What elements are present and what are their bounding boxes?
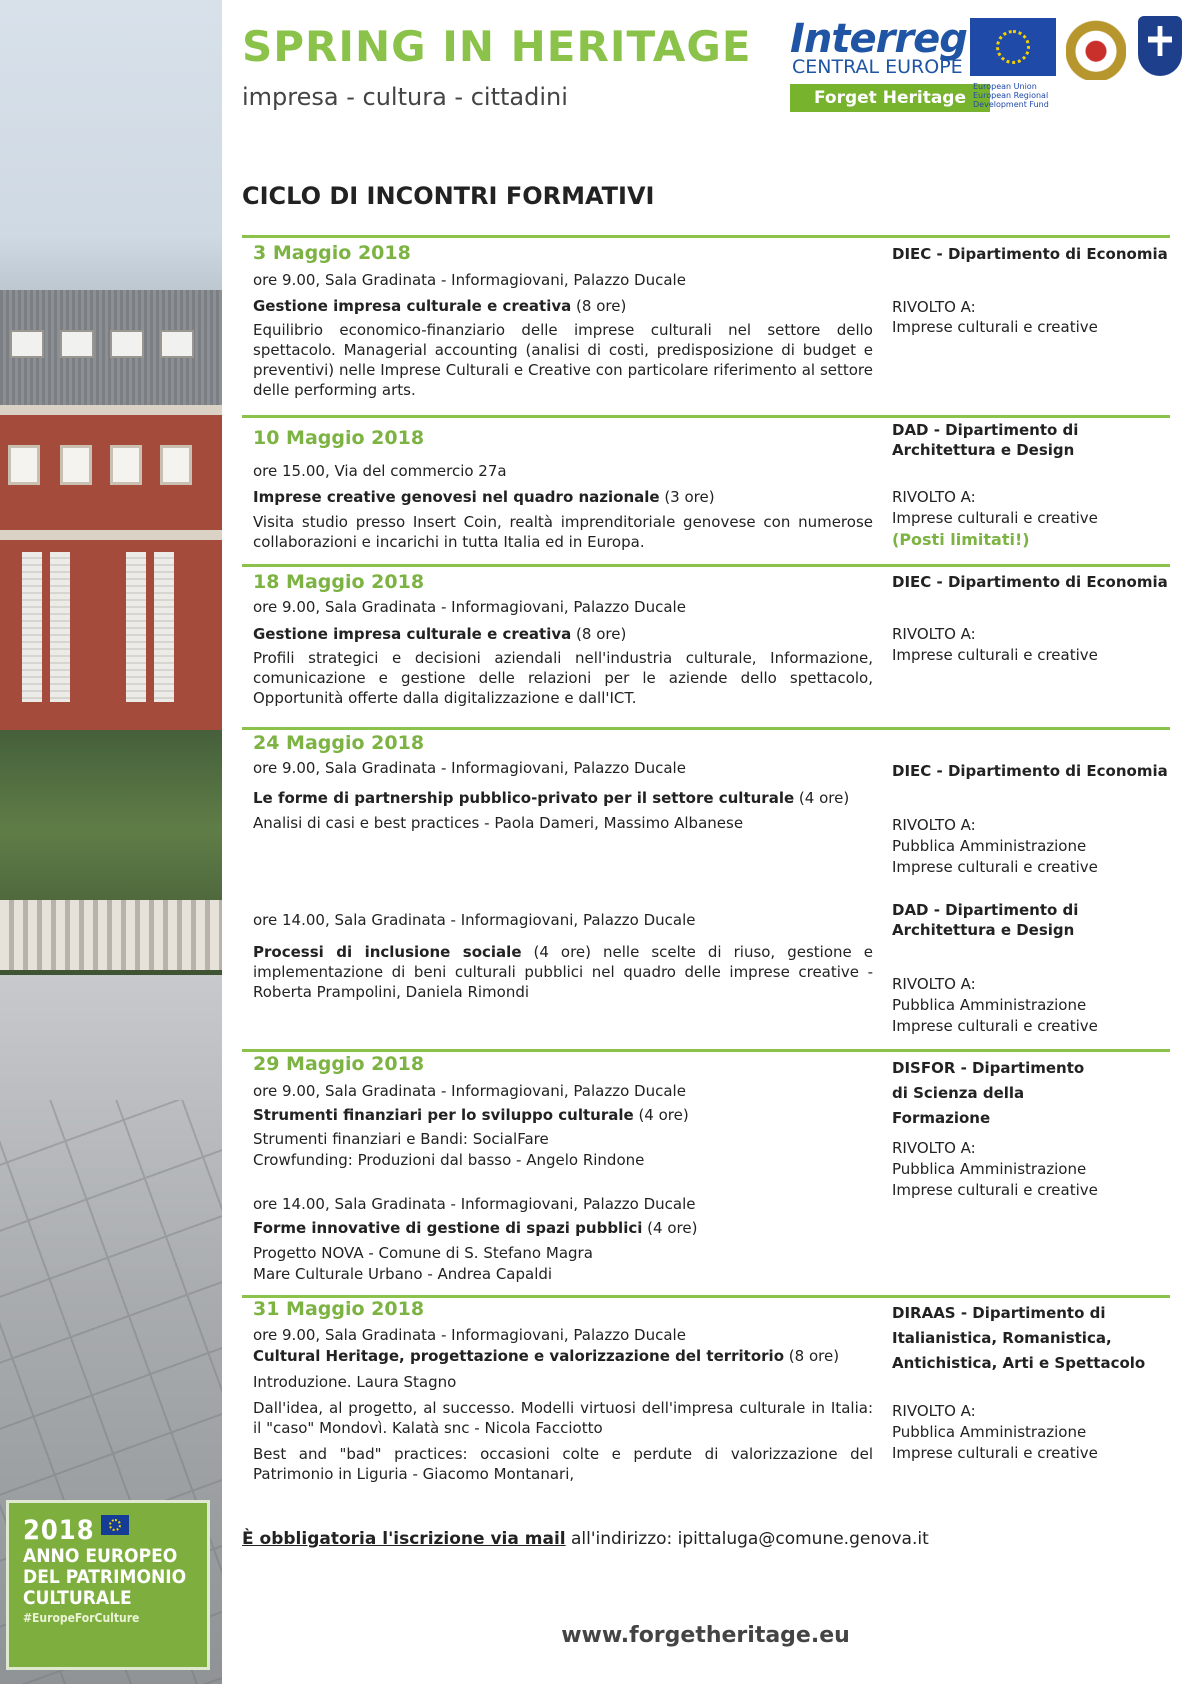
event-course	[253, 1346, 839, 1366]
central-europe-label: CENTRAL EUROPE	[792, 56, 963, 78]
event-line: Dall'idea, al progetto, al successo. Modelli virtuosi dell'impresa culturale in Italia: il "caso" Mondovì. Kalatà snc - Nicola Facciotto	[253, 1399, 873, 1437]
event-course	[253, 1105, 689, 1125]
palazzo-photo	[0, 0, 222, 1684]
shutter	[154, 552, 174, 702]
event-place: ore 9.00, Sala Gradinata - Informagiovani, Palazzo Ducale	[253, 1326, 686, 1344]
event-line: Introduzione. Laura Stagno	[253, 1373, 457, 1391]
event-date: 24 Maggio 2018	[253, 732, 425, 754]
event-course	[253, 788, 849, 808]
cornice	[0, 405, 222, 415]
event-course	[253, 624, 626, 644]
dormer-window	[10, 330, 44, 358]
row-divider	[242, 1049, 1170, 1052]
target-label: RIVOLTO A:	[892, 1402, 976, 1420]
event-line: Crowfunding: Produzioni dal basso - Angelo Rindone	[253, 1151, 645, 1169]
course-hours: (4 ore)	[642, 1219, 698, 1237]
event-course	[253, 487, 715, 507]
limited-seats-note: (Posti limitati!)	[892, 530, 1030, 549]
course-hours: (3 ore)	[659, 488, 715, 506]
row-divider	[242, 415, 1170, 418]
event-description: Equilibrio economico-finanziario delle imprese culturali nel settore dello spettacolo. Managerial accounting (analisi di costi, predisposizione di budget e preventivi) nelle Imprese Culturali e Creative con particolare riferimento al settore delle performing arts.	[253, 321, 873, 399]
event-description: Visita studio presso Insert Coin, realtà imprenditoriale genovese con numerose collaborazioni e incarichi in tutta Italia ed in Europa.	[253, 513, 873, 551]
event-target: Imprese culturali e creative	[892, 1444, 1098, 1462]
genova-coat-of-arms-icon	[1066, 16, 1126, 80]
row-divider	[242, 727, 1170, 730]
eu-flag-icon	[970, 18, 1056, 76]
event-place: ore 9.00, Sala Gradinata - Informagiovani, Palazzo Ducale	[253, 759, 686, 777]
window	[60, 445, 92, 485]
target-label: RIVOLTO A:	[892, 298, 976, 316]
dormer-window	[110, 330, 144, 358]
event-target: Pubblica Amministrazione	[892, 1423, 1087, 1441]
section-title: CICLO DI INCONTRI FORMATIVI	[242, 182, 655, 210]
event-place: ore 9.00, Sala Gradinata - Informagiovani, Palazzo Ducale	[253, 271, 686, 289]
badge-line: DEL PATRIMONIO	[23, 1566, 187, 1588]
eu-fund-label: European Union European Regional Development Fund	[973, 82, 1049, 109]
event-target: Pubblica Amministrazione	[892, 996, 1087, 1014]
event-date: 18 Maggio 2018	[253, 571, 425, 593]
page-title: SPRING IN HERITAGE	[242, 22, 752, 71]
event-target: Pubblica Amministrazione	[892, 837, 1087, 855]
dormer-window	[160, 330, 194, 358]
cornice	[0, 530, 222, 540]
event-course	[253, 1218, 697, 1238]
dormer-window	[60, 330, 94, 358]
event-date: 29 Maggio 2018	[253, 1053, 425, 1075]
event-department: DAD - Dipartimento di Architettura e Design	[892, 901, 1079, 939]
event-place: ore 15.00, Via del commercio 27a	[253, 462, 507, 480]
partner-logos	[790, 16, 1185, 116]
event-target: Imprese culturali e creative	[892, 1181, 1098, 1199]
event-place: ore 14.00, Sala Gradinata - Informagiovani, Palazzo Ducale	[253, 1195, 696, 1213]
event-target: Imprese culturali e creative	[892, 1017, 1098, 1035]
registration-mandatory: È obbligatoria l'iscrizione via mail	[242, 1529, 566, 1549]
event-target: Imprese culturali e creative	[892, 509, 1098, 527]
interreg-logo: Interreg	[790, 16, 967, 62]
event-line: Mare Culturale Urbano - Andrea Capaldi	[253, 1265, 553, 1283]
event-target: Imprese culturali e creative	[892, 318, 1098, 336]
course-title: Cultural Heritage, progettazione e valorizzazione del territorio	[253, 1347, 785, 1365]
event-place: ore 9.00, Sala Gradinata - Informagiovani, Palazzo Ducale	[253, 598, 686, 616]
target-label: RIVOLTO A:	[892, 975, 976, 993]
registration-email[interactable]: all'indirizzo: ipittaluga@comune.genova.it	[565, 1529, 929, 1549]
row-divider	[242, 235, 1170, 238]
event-course	[253, 296, 626, 316]
balustrade	[0, 900, 222, 970]
event-place: ore 14.00, Sala Gradinata - Informagiovani, Palazzo Ducale	[253, 911, 696, 929]
event-description: Analisi di casi e best practices - Paola Dameri, Massimo Albanese	[253, 814, 744, 832]
event-line: Progetto NOVA - Comune di S. Stefano Magra	[253, 1244, 593, 1262]
badge-line: CULTURALE	[23, 1587, 132, 1609]
event-line: Strumenti finanziari e Bandi: SocialFare	[253, 1130, 549, 1148]
target-label: RIVOLTO A:	[892, 1139, 976, 1157]
event-date: 10 Maggio 2018	[253, 427, 425, 449]
event-department: DISFOR - Dipartimento di Scienza della Formazione	[892, 1059, 1085, 1127]
row-divider	[242, 564, 1170, 567]
event-target: Imprese culturali e creative	[892, 858, 1098, 876]
course-title: Strumenti finanziari per lo sviluppo culturale	[253, 1106, 634, 1124]
window	[160, 445, 192, 485]
course-title: Le forme di partnership pubblico-privato per il settore culturale	[253, 789, 795, 807]
course-details: (4 ore) nelle scelte di riuso, gestione e implementazione di beni culturali pubblici nel quadro delle imprese creative - Roberta Prampolini, Daniela Rimondi	[253, 943, 873, 1001]
shutter	[126, 552, 146, 702]
event-department: DIEC - Dipartimento di Economia	[892, 573, 1168, 591]
event-date: 31 Maggio 2018	[253, 1298, 425, 1320]
badge-hashtag: #EuropeForCulture	[23, 1611, 140, 1625]
event-department: DIRAAS - Dipartimento di Italianistica, Romanistica, Antichistica, Arti e Spettacolo	[892, 1304, 1146, 1372]
window	[110, 445, 142, 485]
target-label: RIVOLTO A:	[892, 816, 976, 834]
event-department: DIEC - Dipartimento di Economia	[892, 245, 1168, 263]
website-link[interactable]: www.forgetheritage.eu	[561, 1623, 850, 1648]
event-target: Pubblica Amministrazione	[892, 1160, 1087, 1178]
course-hours: (8 ore)	[571, 297, 627, 315]
shutter	[22, 552, 42, 702]
event-department: DAD - Dipartimento di Architettura e Design	[892, 421, 1079, 459]
course-hours: (8 ore)	[784, 1347, 840, 1365]
page-subtitle: impresa - cultura - cittadini	[242, 83, 568, 111]
university-crest-icon	[1138, 16, 1182, 76]
eu-flag-icon	[101, 1515, 129, 1535]
course-title: Gestione impresa culturale e creativa	[253, 625, 572, 643]
target-label: RIVOLTO A:	[892, 625, 976, 643]
shutter	[50, 552, 70, 702]
course-title: Gestione impresa culturale e creativa	[253, 297, 572, 315]
event-description	[253, 942, 873, 1002]
event-description: Profili strategici e decisioni aziendali nell'industria culturale, Informazione, comunicazione e gestione delle relazioni per le aziende dello spettacolo, Opportunità offerte dalla digitalizzazione e dall'ICT.	[253, 649, 873, 707]
course-title: Processi di inclusione sociale	[253, 943, 522, 961]
window	[8, 445, 40, 485]
forget-heritage-logo: Forget Heritage	[790, 84, 990, 112]
badge-year: 2018	[23, 1515, 95, 1546]
badge-line: ANNO EUROPEO	[23, 1545, 178, 1567]
event-department: DIEC - Dipartimento di Economia	[892, 762, 1168, 780]
event-target: Imprese culturali e creative	[892, 646, 1098, 664]
event-line: Best and "bad" practices: occasioni colte e perdute di valorizzazione del Patrimonio in Liguria - Giacomo Montanari,	[253, 1445, 873, 1483]
registration-note	[242, 1529, 929, 1549]
course-hours: (8 ore)	[571, 625, 627, 643]
course-hours: (4 ore)	[633, 1106, 689, 1124]
course-title: Forme innovative di gestione di spazi pubblici	[253, 1219, 643, 1237]
event-date: 3 Maggio 2018	[253, 242, 411, 264]
event-place: ore 9.00, Sala Gradinata - Informagiovani, Palazzo Ducale	[253, 1082, 686, 1100]
course-title: Imprese creative genovesi nel quadro nazionale	[253, 488, 660, 506]
target-label: RIVOLTO A:	[892, 488, 976, 506]
course-hours: (4 ore)	[794, 789, 850, 807]
